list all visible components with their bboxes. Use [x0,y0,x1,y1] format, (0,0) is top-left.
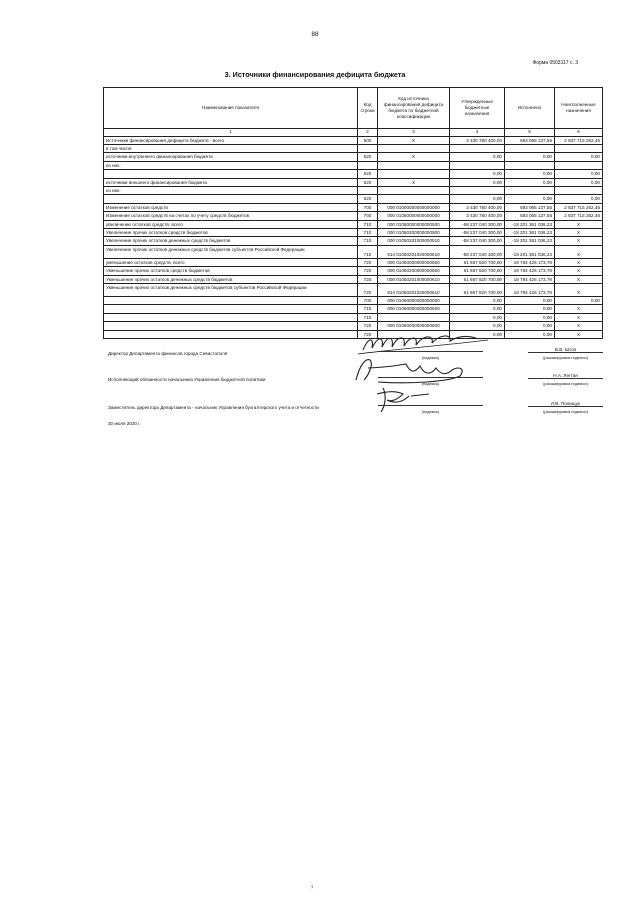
form-reference: Форма 0503117 с. 3 [532,60,578,66]
cell-line-code: 620 [358,178,378,186]
cell-indicator-name: Увеличение прочих остатков денежных средств бюджетов субъектов Российской Федерации [104,245,358,258]
cell-line-code [358,186,378,194]
cell-executed: 0,00 [505,305,555,313]
cell-approved: 0,00 [450,322,505,330]
cell-approved: 0,00 [450,313,505,321]
signatory-position: Исполняющий обязанности начальника Управления бюджетной политики [108,377,266,382]
cell-unexecuted: 0,00 [555,178,603,186]
page-title: 3. Источники финансирования дефицита бюджета [224,70,406,79]
signature-line [378,405,483,406]
table-row [104,228,603,236]
cell-indicator-name: Уменьшение прочих остатков денежных средств бюджетов субъектов Российской Федерации [104,284,358,297]
cell-executed: 0,00 [505,153,555,161]
cell-approved: 61 667 820 700,00 [450,267,505,275]
table-row [104,212,603,220]
signatory-name: Н.А. Легтая [553,373,578,378]
cell-approved: 61 667 820 700,00 [450,275,505,283]
cell-unexecuted: X [555,245,603,258]
cell-classification-code: 000 01050000000000000 [378,212,450,220]
cell-indicator-name: Уменьшение прочих остатков средств бюджетов [104,267,358,275]
cell-line-code: 500 [358,136,378,144]
cell-unexecuted: X [555,258,603,266]
cell-executed: 18 794 426 173,78 [505,284,555,297]
cell-executed: 593 065 137,55 [505,203,555,211]
header-approved: Утвержденные бюджетные назначения [450,88,505,129]
table-row [104,195,603,203]
cell-executed: 0,00 [505,322,555,330]
cell-line-code: 720 [358,330,378,338]
cell-unexecuted: 0,00 [555,153,603,161]
cell-classification-code: 814 01050201020000510 [378,245,450,258]
signature-row [108,390,603,416]
cell-approved: -58 237 040 300,00 [450,245,505,258]
cell-unexecuted: 2 837 715 262,45 [555,136,603,144]
cell-line-code: 710 [358,228,378,236]
table-row [104,267,603,275]
cell-unexecuted: X [555,267,603,275]
cell-approved: 0,00 [450,330,505,338]
table-row [104,322,603,330]
cell-classification-code: 000 01050000000000500 [378,220,450,228]
header-executed: Исполнено [505,88,555,129]
column-number: 4 [450,129,505,137]
name-caption: (расшифровка подписи) [543,409,588,414]
cell-classification-code [378,161,450,169]
cell-executed: 0,00 [505,330,555,338]
cell-line-code [358,161,378,169]
cell-approved: 0,00 [450,297,505,305]
table-row [104,161,603,169]
cell-line-code: 710 [358,220,378,228]
page-number: 88 [311,31,319,38]
cell-executed: -18 201 361 036,23 [505,220,555,228]
cell-indicator-name: Увеличение прочих остатков средств бюджетов [104,228,358,236]
cell-line-code: 520 [358,153,378,161]
signature-row [108,362,603,388]
cell-classification-code: 814 01050201020000610 [378,284,450,297]
name-caption: (расшифровка подписи) [543,381,588,386]
cell-indicator-name: Уменьшение прочих остатков денежных средств бюджетов [104,275,358,283]
cell-executed [505,186,555,194]
cell-unexecuted: X [555,322,603,330]
header-indicator-name: Наименование показателя [104,88,358,129]
table-row [104,136,603,144]
cell-unexecuted: 2 837 715 262,45 [555,203,603,211]
signatory-position: Директор Департамента финансов города Севастополя [108,351,228,356]
cell-indicator-name: из них: [104,161,358,169]
cell-indicator-name: в том числе: [104,144,358,152]
header-unexecuted: Неисполненные назначения [555,88,603,129]
cell-classification-code: X [378,178,450,186]
cell-executed: 593 065 137,55 [505,212,555,220]
cell-executed: 0,00 [505,170,555,178]
cell-line-code: 720 [358,275,378,283]
cell-approved [450,186,505,194]
cell-indicator-name [104,170,358,178]
cell-approved: 61 667 820 700,00 [450,258,505,266]
cell-executed: 18 794 426 173,78 [505,267,555,275]
cell-unexecuted: X [555,275,603,283]
cell-line-code: 720 [358,284,378,297]
cell-line-code: 710 [358,245,378,258]
table-row [104,144,603,152]
cell-indicator-name: увеличение остатков средств, всего [104,220,358,228]
table-row [104,284,603,297]
cell-indicator-name: из них: [104,186,358,194]
table-body [104,136,603,339]
cell-classification-code: 000 01050201000000610 [378,275,450,283]
column-number: 3 [378,129,450,137]
signature-line [378,377,483,378]
name-line [528,378,603,379]
cell-indicator-name [104,322,358,330]
signature-caption: (подпись) [421,381,440,386]
cell-line-code: 720 [358,267,378,275]
cell-classification-code: 000 01060000000000500 [378,305,450,313]
cell-indicator-name [104,297,358,305]
table-header-row [104,88,603,129]
cell-executed: 0,00 [505,178,555,186]
name-line [528,406,603,407]
cell-approved: 0,00 [450,305,505,313]
cell-unexecuted: X [555,237,603,245]
column-number: 5 [505,129,555,137]
signatory-name: В.В. Штоп [554,347,577,352]
cell-unexecuted: 0,00 [555,297,603,305]
signature-caption: (подпись) [421,355,440,360]
cell-line-code: 720 [358,322,378,330]
cell-executed: 593 065 137,55 [505,136,555,144]
cell-approved: 0,00 [450,170,505,178]
signatory-name: Л.В. Полищук [550,401,581,406]
cell-classification-code [378,144,450,152]
table-row [104,313,603,321]
cell-unexecuted: X [555,228,603,236]
name-caption: (расшифровка подписи) [543,355,588,360]
cell-line-code: 700 [358,212,378,220]
table-row [104,153,603,161]
table-row [104,237,603,245]
cell-unexecuted: 2 837 715 262,45 [555,212,603,220]
table-row [104,203,603,211]
cell-classification-code [378,313,450,321]
report-date: 30 июля 2020 г. [108,421,141,426]
cell-classification-code: 000 01060000000000000 [378,297,450,305]
cell-unexecuted [555,144,603,152]
cell-indicator-name [104,313,358,321]
cell-approved: 0,00 [450,153,505,161]
table-row [104,170,603,178]
cell-unexecuted: 0,00 [555,170,603,178]
table-row [104,297,603,305]
cell-approved: 3 430 780 400,00 [450,212,505,220]
cell-approved: 3 430 780 400,00 [450,203,505,211]
cell-classification-code: X [378,136,450,144]
cell-indicator-name: Изменение остатков средств на счетах по учету средств бюджетов [104,212,358,220]
cell-unexecuted [555,161,603,169]
cell-line-code: 620 [358,195,378,203]
cell-classification-code: 000 01050000000000600 [378,258,450,266]
signature-caption: (подпись) [421,409,440,414]
cell-executed: 18 794 426 173,78 [505,258,555,266]
cell-executed: -18 201 361 036,23 [505,228,555,236]
cell-approved [450,144,505,152]
cell-line-code: 710 [358,237,378,245]
table-row [104,245,603,258]
cell-approved: 0,00 [450,195,505,203]
cell-executed: 0,00 [505,297,555,305]
cell-executed [505,144,555,152]
table-row [104,275,603,283]
column-number: 1 [104,129,358,137]
cell-classification-code: 000 01060000000000600 [378,322,450,330]
column-number: 6 [555,129,603,137]
cell-classification-code [378,186,450,194]
cell-indicator-name [104,305,358,313]
cell-classification-code: 000 01050201000000510 [378,237,450,245]
cell-approved: 61 667 820 700,00 [450,284,505,297]
cell-line-code: 710 [358,313,378,321]
table-row [104,178,603,186]
cell-unexecuted: X [555,330,603,338]
column-number-row [104,129,603,137]
cell-indicator-name: источники внешнего финансирования бюджета [104,178,358,186]
cell-approved [450,161,505,169]
cell-unexecuted: 0,00 [555,195,603,203]
cell-unexecuted: X [555,220,603,228]
table-row [104,258,603,266]
cell-executed: -18 201 361 036,23 [505,245,555,258]
cell-line-code [358,144,378,152]
cell-approved: -58 237 040 300,00 [450,220,505,228]
table-row [104,305,603,313]
cell-approved: 3 430 780 400,00 [450,136,505,144]
header-classification-code: Код источника финансирования дефицита бюджета по бюджетной классификации [378,88,450,129]
cell-executed: 0,00 [505,195,555,203]
cell-unexecuted: X [555,284,603,297]
cell-line-code: 700 [358,203,378,211]
footer-mark: ˀ [311,886,314,892]
cell-classification-code: X [378,153,450,161]
cell-indicator-name: источники внутреннего финансирования бюджета [104,153,358,161]
cell-unexecuted: X [555,313,603,321]
cell-unexecuted [555,186,603,194]
cell-indicator-name: Изменение остатков средств [104,203,358,211]
table-row [104,220,603,228]
cell-approved: -58 237 040 300,00 [450,228,505,236]
cell-classification-code: 000 01050200000000600 [378,267,450,275]
column-number: 2 [358,129,378,137]
cell-classification-code: 000 01050200000000500 [378,228,450,236]
cell-approved: -58 237 040 300,00 [450,237,505,245]
name-line [528,352,603,353]
cell-executed [505,161,555,169]
cell-indicator-name: Источники финансирования дефицита бюджета - всего [104,136,358,144]
cell-line-code: 520 [358,170,378,178]
header-line-code: Код строки [358,88,378,129]
financing-sources-table [103,87,603,339]
cell-classification-code [378,195,450,203]
cell-classification-code [378,170,450,178]
cell-executed: 18 794 426 173,78 [505,275,555,283]
cell-approved: 0,00 [450,178,505,186]
cell-indicator-name: уменьшение остатков средств, всего [104,258,358,266]
signatory-position: Заместитель директора Департамента - начальник Управления бухгалтерского учета и отчетности [108,405,319,410]
cell-indicator-name: Увеличение прочих остатков денежных средств бюджетов [104,237,358,245]
cell-executed: -18 201 361 036,23 [505,237,555,245]
cell-indicator-name [104,195,358,203]
cell-unexecuted: X [555,305,603,313]
cell-classification-code: 000 01000000000000000 [378,203,450,211]
cell-line-code: 710 [358,305,378,313]
cell-line-code: 700 [358,297,378,305]
signature-line [378,351,483,352]
table-row [104,186,603,194]
cell-line-code: 720 [358,258,378,266]
cell-executed: 0,00 [505,313,555,321]
